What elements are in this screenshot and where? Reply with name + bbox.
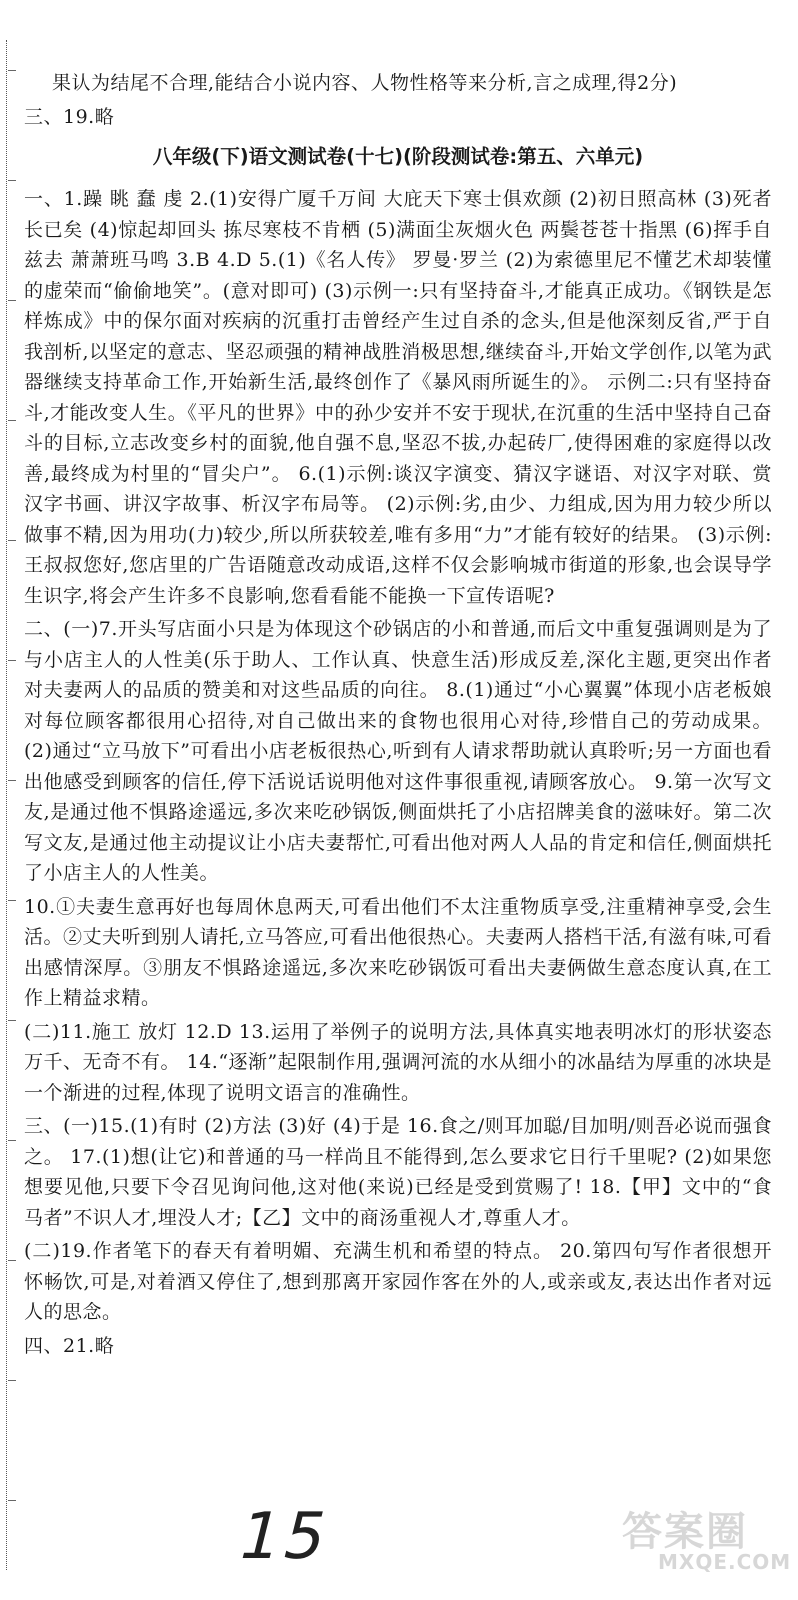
section3-item19: 三、19.略 — [24, 105, 115, 128]
binding-margin — [6, 40, 21, 1570]
watermark-url: MXQE.COM — [658, 1550, 792, 1574]
handwritten-page-number: 15 — [230, 1500, 339, 1574]
section1-answers: 一、1.躁 眺 蠢 虔 2.(1)安得广厦千万间 大庇天下寒士俱欢颜 (2)初日照高林 (3)死者长已矣 (4)惊起却回头 拣尽寒枝不肯栖 (5)满面尘灰烟火色 两鬓苍苍十指黑 (6)挥手自兹去 萧萧班马鸣 3.B 4.D 5.(1)《名人传》 罗曼·罗兰 (2)为索德里尼不懂艺术却装懂的虚荣而“偷偷地笑”。(意对即可) (3)示例一:只有坚持奋斗,才能真正成功。《钢铁是怎样炼成》中的保尔面对疾病的沉重打击曾经产生过自杀的念头,但是他深刻反省,严于自我剖析,以坚定的意志、坚忍顽强的精神战胜消极思想,继续奋斗,开始文学创作,以笔为武器继续支持革命工作,开始新生活,最终创作了《暴风雨所诞生的》。 示例二:只有坚持奋斗,才能改变人生。《平凡的世界》中的孙少安并不安于现状,在沉重的生活中坚持自己奋斗的目标,立志改变乡村的面貌,他自强不息,坚忍不拔,办起砖厂,使得困难的家庭得以改善,最终成为村里的“冒尖户”。 6.(1)示例:谈汉字演变、猜汉字谜语、对汉字对联、赏汉字书画、讲汉字故事、析汉字布局等。 (2)示例:劣,由少、力组成,因为用力较少所以做事不精,因为用功(力)较少,所以所获较差,唯有多用“力”才能有较好的结果。 (3)示例:王叔叔您好,您店里的广告语随意改动成语,这样不仅会影响城市街道的形象,也会误导学生识字,将会产生许多不良影响,您看看能不能换一下宣传语呢? — [24, 188, 772, 607]
continued-answer-line: 果认为结尾不合理,能结合小说内容、人物性格等来分析,言之成理,得2分) — [52, 72, 678, 94]
section2-part2-answers: (二)11.施工 放灯 12.D 13.运用了举例子的说明方法,具体真实地表明冰灯的形状姿态万千、无奇不有。 14.“逐渐”起限制作用,强调河流的水从细小的冰晶结为厚重的冰块是一个渐进的过程,体现了说明文语言的准确性。 — [24, 1020, 772, 1104]
section3-part1-answers: 三、(一)15.(1)有时 (2)方法 (3)好 (4)于是 16.食之/则耳加聪/目加明/则吾必说而强食之。 17.(1)想(让它)和普通的马一样尚且不能得到,怎么要求它日行千里呢? (2)如果您想要见他,只要下令召见询问他,这对他(来说)已经是受到赏赐了! 18.【甲】文中的“食马者”不识人才,埋没人才;【乙】文中的商汤重视人才,尊重人才。 — [24, 1115, 772, 1229]
section3-part2-answers: (二)19.作者笔下的春天有着明媚、充满生机和希望的特点。 20.第四句写作者很想开怀畅饮,可是,对着酒又停住了,想到那离开家园作客在外的人,或亲或友,表达出作者对远人的思念。 — [24, 1240, 772, 1323]
section2-part1-answers: 二、(一)7.开头写店面小只是为体现这个砂锅店的小和普通,而后文中重复强调则是为了与小店主人的人性美(乐于助人、工作认真、快意生活)形成反差,深化主题,更突出作者对夫妻两人的品质的赞美和对这些品质的向往。 8.(1)通过“小心翼翼”体现小店老板娘对每位顾客都很用心招待,对自己做出来的食物也很用心对待,珍惜自己的劳动成果。 (2)通过“立马放下”可看出小店老板很热心,听到有人请求帮助就认真聆听;另一方面也看出他感受到顾客的信任,停下活说话说明他对这件事很重视,请顾客放心。 9.第一次写文友,是通过他不惧路途遥远,多次来吃砂锅饭,侧面烘托了小店招牌美食的滋味好。第二次写文友,是通过他主动提议让小店夫妻帮忙,可看出他对两人人品的肯定和信任,侧面烘托了小店主人的人性美。 — [24, 618, 772, 884]
section4-answers: 四、21.略 — [24, 1334, 115, 1357]
watermark-text: 答案圈 — [622, 1509, 748, 1555]
answer-page — [24, 68, 772, 1364]
watermark-logo — [618, 1500, 792, 1580]
section2-item10-answer: 10.①夫妻生意再好也每周休息两天,可看出他们不太注重物质享受,注重精神享受,会生活。②丈夫听到别人请托,立马答应,可看出他很热心。夫妻两人搭档干活,有滋有味,可看出感情深厚。③朋友不惧路途遥远,多次来吃砂锅饭可看出夫妻俩做生意态度认真,在工作上精益求精。 — [24, 895, 772, 1009]
page-title: 八年级(下)语文测试卷(十七)(阶段测试卷:第五、六单元) — [152, 145, 644, 168]
